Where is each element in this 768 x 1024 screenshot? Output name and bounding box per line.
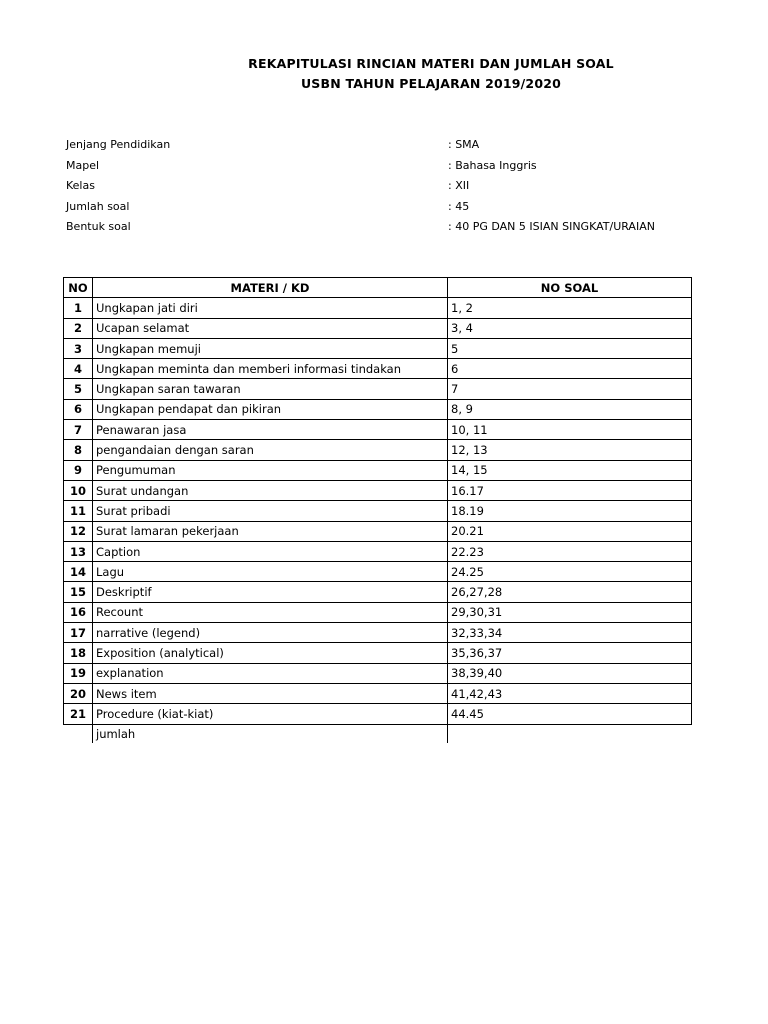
row-materi: explanation	[93, 663, 448, 683]
table-row	[64, 318, 692, 338]
table-row	[64, 501, 692, 521]
row-materi: Ungkapan pendapat dan pikiran	[93, 399, 448, 419]
row-no-soal: 29,30,31	[448, 602, 692, 622]
total-value	[448, 724, 692, 743]
row-number: 3	[64, 338, 93, 358]
row-number: 5	[64, 379, 93, 399]
row-number: 18	[64, 643, 93, 663]
row-no-soal: 26,27,28	[448, 582, 692, 602]
row-no-soal: 44.45	[448, 704, 692, 724]
info-label-kelas: Kelas	[66, 179, 95, 192]
row-number: 16	[64, 602, 93, 622]
table-row	[64, 683, 692, 703]
table-row	[64, 541, 692, 561]
row-number: 8	[64, 440, 93, 460]
info-label-jumlah-soal: Jumlah soal	[66, 200, 130, 213]
table-row	[64, 379, 692, 399]
row-materi: Deskriptif	[93, 582, 448, 602]
table-row	[64, 460, 692, 480]
row-number: 19	[64, 663, 93, 683]
row-number: 20	[64, 683, 93, 703]
row-materi: Surat pribadi	[93, 501, 448, 521]
row-no-soal: 1, 2	[448, 298, 692, 318]
header-no-soal: NO SOAL	[448, 278, 692, 298]
row-number: 21	[64, 704, 93, 724]
header-materi: MATERI / KD	[93, 278, 448, 298]
row-materi: Surat lamaran pekerjaan	[93, 521, 448, 541]
total-label: jumlah	[93, 724, 448, 743]
row-materi: Penawaran jasa	[93, 420, 448, 440]
row-number: 4	[64, 359, 93, 379]
info-label-mapel: Mapel	[66, 159, 100, 172]
row-no-soal: 12, 13	[448, 440, 692, 460]
row-materi: Pengumuman	[93, 460, 448, 480]
table-row	[64, 602, 692, 622]
table-row	[64, 480, 692, 500]
row-number: 10	[64, 480, 93, 500]
table-row	[64, 562, 692, 582]
info-value-jenjang: : SMA	[448, 138, 480, 151]
row-no-soal: 3, 4	[448, 318, 692, 338]
total-row-number	[64, 724, 93, 743]
row-no-soal: 20.21	[448, 521, 692, 541]
row-no-soal: 18.19	[448, 501, 692, 521]
table-row	[64, 420, 692, 440]
row-no-soal: 6	[448, 359, 692, 379]
document-title: REKAPITULASI RINCIAN MATERI DAN JUMLAH SOAL	[248, 56, 614, 71]
row-materi: Ungkapan jati diri	[93, 298, 448, 318]
row-materi: Ungkapan meminta dan memberi informasi tindakan	[93, 359, 448, 379]
materi-table	[63, 277, 692, 743]
row-no-soal: 41,42,43	[448, 683, 692, 703]
table-row	[64, 359, 692, 379]
info-label-jenjang: Jenjang Pendidikan	[66, 138, 171, 151]
row-no-soal: 35,36,37	[448, 643, 692, 663]
table-header-row	[64, 278, 692, 298]
row-number: 11	[64, 501, 93, 521]
row-number: 12	[64, 521, 93, 541]
table-row	[64, 399, 692, 419]
row-number: 17	[64, 623, 93, 643]
row-no-soal: 24.25	[448, 562, 692, 582]
row-number: 2	[64, 318, 93, 338]
row-number: 15	[64, 582, 93, 602]
row-no-soal: 22.23	[448, 541, 692, 561]
row-no-soal: 10, 11	[448, 420, 692, 440]
row-materi: Recount	[93, 602, 448, 622]
row-materi: Ucapan selamat	[93, 318, 448, 338]
row-materi: Ungkapan saran tawaran	[93, 379, 448, 399]
row-materi: Surat undangan	[93, 480, 448, 500]
table-row	[64, 440, 692, 460]
row-no-soal: 38,39,40	[448, 663, 692, 683]
table-row	[64, 582, 692, 602]
header-no: NO	[64, 278, 93, 298]
row-no-soal: 7	[448, 379, 692, 399]
info-label-bentuk-soal: Bentuk soal	[66, 220, 131, 233]
row-materi: Lagu	[93, 562, 448, 582]
row-no-soal: 5	[448, 338, 692, 358]
info-value-mapel: : Bahasa Inggris	[448, 159, 537, 172]
table-row	[64, 338, 692, 358]
row-materi: Caption	[93, 541, 448, 561]
info-value-jumlah-soal: : 45	[448, 200, 470, 213]
document-subtitle: USBN TAHUN PELAJARAN 2019/2020	[300, 76, 562, 91]
row-materi: pengandaian dengan saran	[93, 440, 448, 460]
row-materi: Exposition (analytical)	[93, 643, 448, 663]
table-row	[64, 623, 692, 643]
row-no-soal: 14, 15	[448, 460, 692, 480]
row-materi: Ungkapan memuji	[93, 338, 448, 358]
info-value-kelas: : XII	[448, 179, 470, 192]
row-number: 9	[64, 460, 93, 480]
row-no-soal: 16.17	[448, 480, 692, 500]
row-no-soal: 32,33,34	[448, 623, 692, 643]
table-body	[64, 298, 692, 743]
table-row	[64, 663, 692, 683]
row-number: 7	[64, 420, 93, 440]
row-materi: Procedure (kiat-kiat)	[93, 704, 448, 724]
table-row	[64, 704, 692, 724]
info-value-bentuk-soal: : 40 PG DAN 5 ISIAN SINGKAT/URAIAN	[448, 220, 655, 233]
row-no-soal: 8, 9	[448, 399, 692, 419]
row-number: 13	[64, 541, 93, 561]
row-number: 14	[64, 562, 93, 582]
row-materi: narrative (legend)	[93, 623, 448, 643]
table-row	[64, 643, 692, 663]
row-number: 6	[64, 399, 93, 419]
total-row	[64, 724, 692, 743]
row-number: 1	[64, 298, 93, 318]
row-materi: News item	[93, 683, 448, 703]
table-row	[64, 298, 692, 318]
table-row	[64, 521, 692, 541]
